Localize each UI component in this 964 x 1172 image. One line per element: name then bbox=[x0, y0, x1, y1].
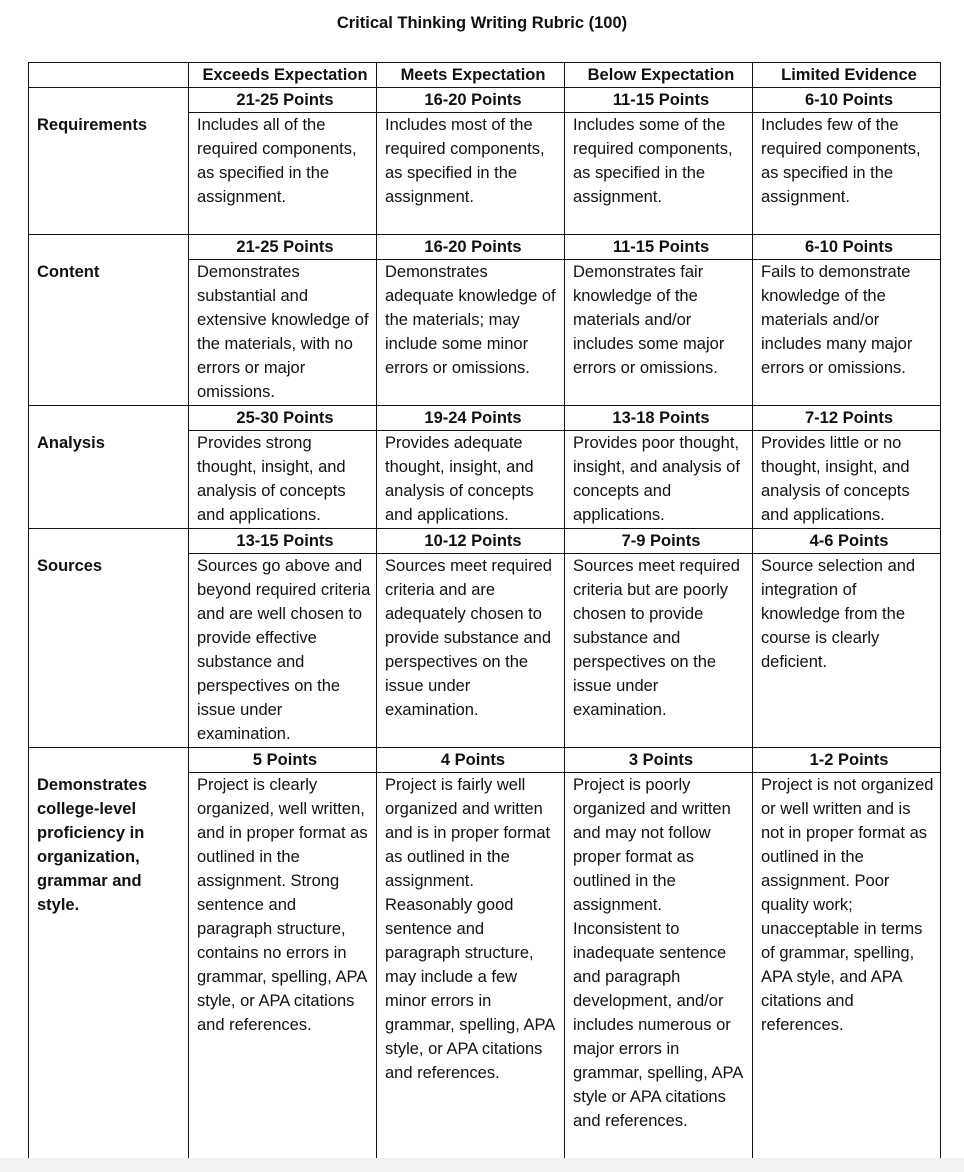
description-cell: Demonstrates adequate knowledge of the materials; may include some minor errors or omissions. bbox=[377, 260, 565, 406]
level-header: Limited Evidence bbox=[753, 63, 941, 88]
description-cell: Project is fairly well organized and written and is in proper format as outlined in the assignment. Reasonably good sentence and paragraph structure, may include a few minor errors in grammar, spelling, APA style, or APA citations and references. bbox=[377, 773, 565, 1161]
description-cell: Sources meet required criteria but are poorly chosen to provide substance and perspectives on the issue under examination. bbox=[565, 554, 753, 748]
criterion-label: Demonstrates college-level proficiency in organization, grammar and style. bbox=[29, 773, 189, 1161]
points-cell: 11-15 Points bbox=[565, 235, 753, 260]
criterion-label: Sources bbox=[29, 554, 189, 748]
points-cell: 25-30 Points bbox=[189, 406, 377, 431]
criterion-row bbox=[29, 431, 941, 529]
points-cell: 5 Points bbox=[189, 748, 377, 773]
points-cell: 21-25 Points bbox=[189, 235, 377, 260]
level-header-row bbox=[29, 63, 941, 88]
description-cell: Demonstrates fair knowledge of the materials and/or includes some major errors or omissions. bbox=[565, 260, 753, 406]
document-title: Critical Thinking Writing Rubric (100) bbox=[336, 14, 628, 32]
criterion-row bbox=[29, 113, 941, 235]
criterion-label: Requirements bbox=[29, 113, 189, 235]
criterion-row bbox=[29, 554, 941, 748]
points-cell: 4 Points bbox=[377, 748, 565, 773]
points-cell: 6-10 Points bbox=[753, 235, 941, 260]
points-cell: 11-15 Points bbox=[565, 88, 753, 113]
description-cell: Provides poor thought, insight, and analysis of concepts and applications. bbox=[565, 431, 753, 529]
description-cell: Project is clearly organized, well written, and in proper format as outlined in the assignment. Strong sentence and paragraph structure, contains no errors in grammar, spelling, APA style, or APA citations and references. bbox=[189, 773, 377, 1161]
points-cell: 3 Points bbox=[565, 748, 753, 773]
description-cell: Provides little or no thought, insight, and analysis of concepts and applications. bbox=[753, 431, 941, 529]
description-cell: Project is poorly organized and written and may not follow proper format as outlined in the assignment. Inconsistent to inadequate sentence and paragraph development, and/or includes numerous or major errors in grammar, spelling, APA style or APA citations and references. bbox=[565, 773, 753, 1161]
points-cell: 10-12 Points bbox=[377, 529, 565, 554]
criterion-row bbox=[29, 773, 941, 1161]
points-cell: 6-10 Points bbox=[753, 88, 941, 113]
points-cell: 13-15 Points bbox=[189, 529, 377, 554]
criterion-spacer bbox=[29, 529, 189, 554]
criterion-spacer bbox=[29, 406, 189, 431]
description-cell: Includes most of the required components, as specified in the assignment. bbox=[377, 113, 565, 235]
criterion-spacer bbox=[29, 88, 189, 113]
criterion-spacer bbox=[29, 235, 189, 260]
description-cell: Sources meet required criteria and are adequately chosen to provide substance and perspectives on the issue under examination. bbox=[377, 554, 565, 748]
points-cell: 7-12 Points bbox=[753, 406, 941, 431]
level-header: Exceeds Expectation bbox=[189, 63, 377, 88]
header-corner-cell bbox=[29, 63, 189, 88]
description-cell: Sources go above and beyond required criteria and are well chosen to provide effective substance and perspectives on the issue under examination. bbox=[189, 554, 377, 748]
criterion-row bbox=[29, 260, 941, 406]
points-cell: 16-20 Points bbox=[377, 235, 565, 260]
level-header: Meets Expectation bbox=[377, 63, 565, 88]
level-header: Below Expectation bbox=[565, 63, 753, 88]
description-cell: Includes some of the required components, as specified in the assignment. bbox=[565, 113, 753, 235]
points-cell: 1-2 Points bbox=[753, 748, 941, 773]
points-row bbox=[29, 88, 941, 113]
criterion-label: Analysis bbox=[29, 431, 189, 529]
points-row bbox=[29, 529, 941, 554]
criterion-label: Content bbox=[29, 260, 189, 406]
description-cell: Provides strong thought, insight, and analysis of concepts and applications. bbox=[189, 431, 377, 529]
points-row bbox=[29, 406, 941, 431]
points-cell: 4-6 Points bbox=[753, 529, 941, 554]
criterion-spacer bbox=[29, 748, 189, 773]
description-cell: Source selection and integration of knowledge from the course is clearly deficient. bbox=[753, 554, 941, 748]
page-bottom-edge bbox=[0, 1158, 964, 1172]
points-cell: 13-18 Points bbox=[565, 406, 753, 431]
points-cell: 21-25 Points bbox=[189, 88, 377, 113]
rubric-table bbox=[28, 62, 941, 1161]
points-cell: 16-20 Points bbox=[377, 88, 565, 113]
description-cell: Fails to demonstrate knowledge of the materials and/or includes many major errors or omissions. bbox=[753, 260, 941, 406]
description-cell: Provides adequate thought, insight, and analysis of concepts and applications. bbox=[377, 431, 565, 529]
points-cell: 19-24 Points bbox=[377, 406, 565, 431]
points-row bbox=[29, 748, 941, 773]
points-cell: 7-9 Points bbox=[565, 529, 753, 554]
description-cell: Demonstrates substantial and extensive knowledge of the materials, with no errors or major omissions. bbox=[189, 260, 377, 406]
description-cell: Includes all of the required components, as specified in the assignment. bbox=[189, 113, 377, 235]
description-cell: Includes few of the required components, as specified in the assignment. bbox=[753, 113, 941, 235]
points-row bbox=[29, 235, 941, 260]
description-cell: Project is not organized or well written and is not in proper format as outlined in the assignment. Poor quality work; unacceptable in terms of grammar, spelling, APA style, and APA citations and references. bbox=[753, 773, 941, 1161]
